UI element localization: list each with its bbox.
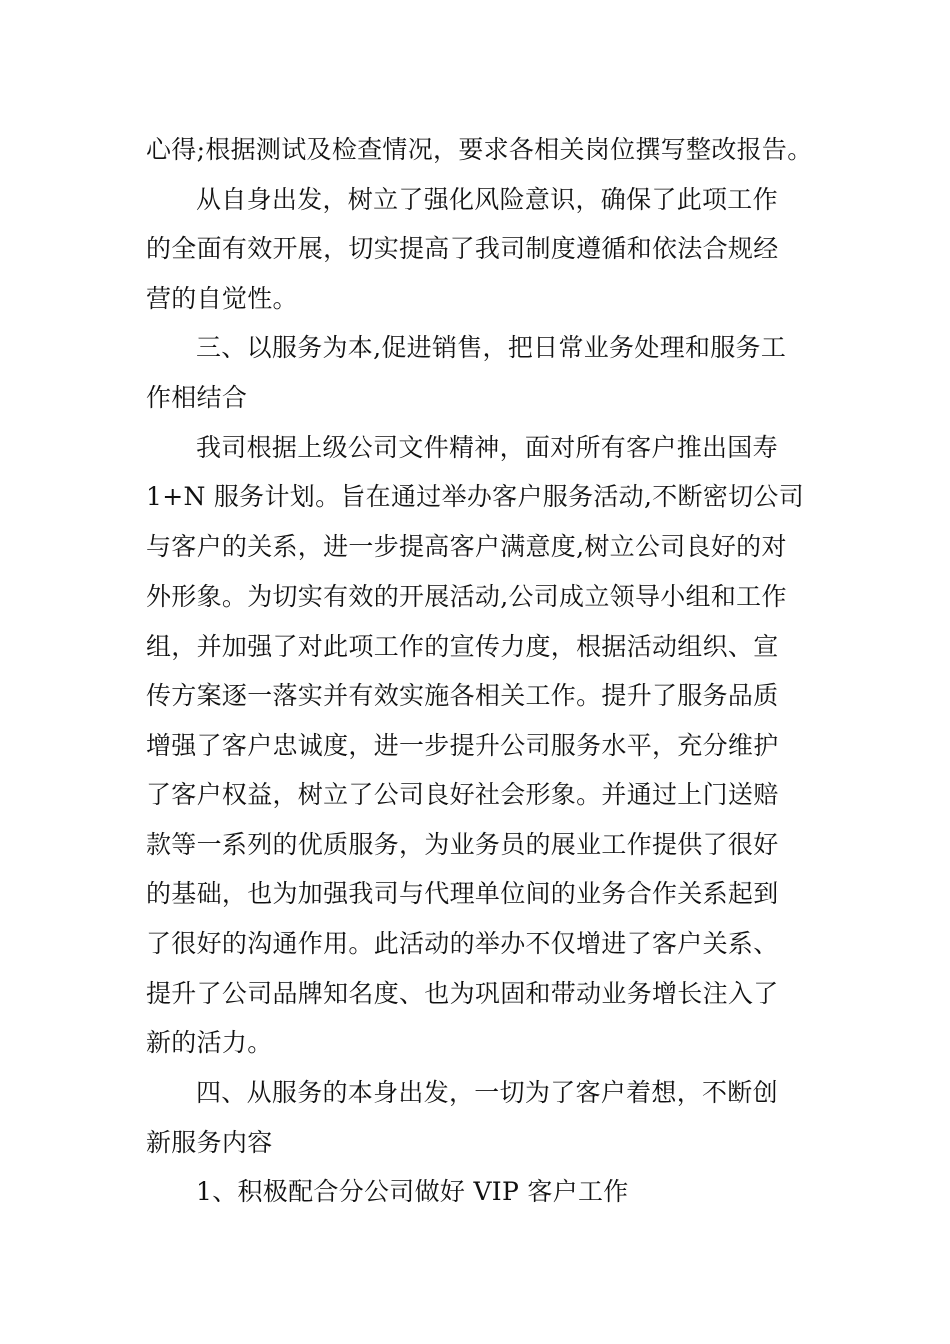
text-line: 组，并加强了对此项工作的宣传力度，根据活动组织、宣 <box>146 632 779 661</box>
section-heading: 四、从服务的本身出发，一切为了客户着想，不断创 <box>196 1078 778 1107</box>
text-line: 外形象。为切实有效的开展活动,公司成立领导小组和工作 <box>146 582 787 611</box>
text-line: 的基础，也为加强我司与代理单位间的业务合作关系起到 <box>146 879 779 908</box>
text-line: 增强了客户忠诚度，进一步提升公司服务水平，充分维护 <box>146 731 779 760</box>
text-line: 款等一系列的优质服务，为业务员的展业工作提供了很好 <box>146 830 779 859</box>
text-line: 新的活力。 <box>146 1028 273 1057</box>
text-line: 了客户权益，树立了公司良好社会形象。并通过上门送赔 <box>146 780 779 809</box>
text-line: 从自身出发，树立了强化风险意识，确保了此项工作 <box>196 185 778 214</box>
text-line: 传方案逐一落实并有效实施各相关工作。提升了服务品质 <box>146 681 779 710</box>
section-heading: 三、以服务为本,促进销售，把日常业务处理和服务工 <box>196 333 787 362</box>
text-line: 与客户的关系，进一步提高客户满意度,树立公司良好的对 <box>146 532 787 561</box>
text-line: 了很好的沟通作用。此活动的举办不仅增进了客户关系、 <box>146 929 779 958</box>
list-item: 1、积极配合分公司做好 VIP 客户工作 <box>196 1177 629 1206</box>
text-line: 我司根据上级公司文件精神，面对所有客户推出国寿 <box>196 433 778 462</box>
text-line: 提升了公司品牌知名度、也为巩固和带动业务增长注入了 <box>146 979 779 1008</box>
text-line: 1+N 服务计划。旨在通过举办客户服务活动,不断密切公司 <box>146 482 805 511</box>
text-line: 营的自觉性。 <box>146 284 298 313</box>
section-heading: 作相结合 <box>146 383 248 412</box>
text-line: 心得;根据测试及检查情况，要求各相关岗位撰写整改报告。 <box>146 135 813 164</box>
section-heading: 新服务内容 <box>146 1128 273 1157</box>
text-line: 的全面有效开展，切实提高了我司制度遵循和依法合规经 <box>146 234 779 263</box>
